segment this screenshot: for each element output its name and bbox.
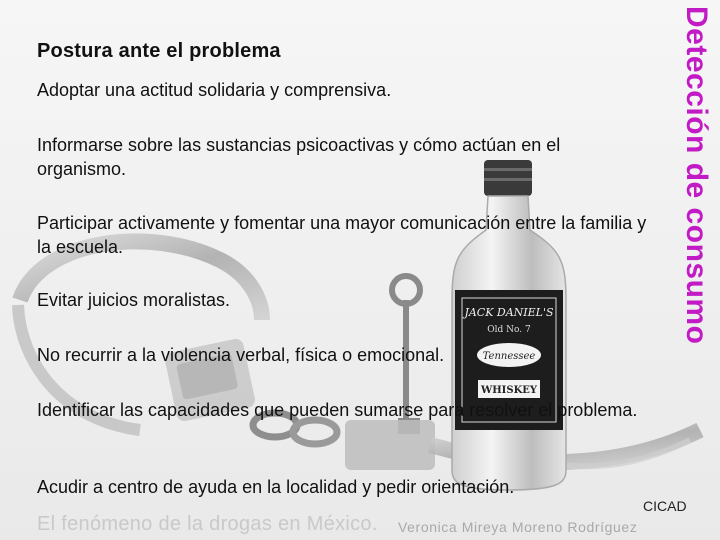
slide-title: Postura ante el problema [37,40,281,62]
bullet-item: Identificar las capacidades que pueden sumarse para resolver el problema. [37,400,638,420]
side-title: Detección de consumo [680,6,713,345]
bullet-item: Participar activamente y fomentar una mayor comunicación entre la familia y la escuela. [37,213,647,257]
bottle-label-line: Tennessee [482,351,536,362]
bullet-item: Informarse sobre las sustancias psicoactivas y cómo actúan en el organismo. [37,135,561,179]
bottle-label-line: JACK DANIEL'S [464,306,554,319]
bottle-label-line: Old No. 7 [487,325,531,335]
bottle-label-line: WHISKEY [480,385,538,396]
bullet-item: Adoptar una actitud solidaria y comprensiva. [37,80,392,100]
bullet-item: No recurrir a la violencia verbal, física o emocional. [37,345,445,365]
bullet-item: Evitar juicios moralistas. [37,290,231,310]
footer-source: El fenómeno de la drogas en México. [37,513,378,535]
bullet-item: Acudir a centro de ayuda en la localidad y pedir orientación. [37,477,515,497]
footer-author: Veronica Mireya Moreno Rodríguez [398,519,638,535]
footer-org: CICAD [643,498,687,514]
